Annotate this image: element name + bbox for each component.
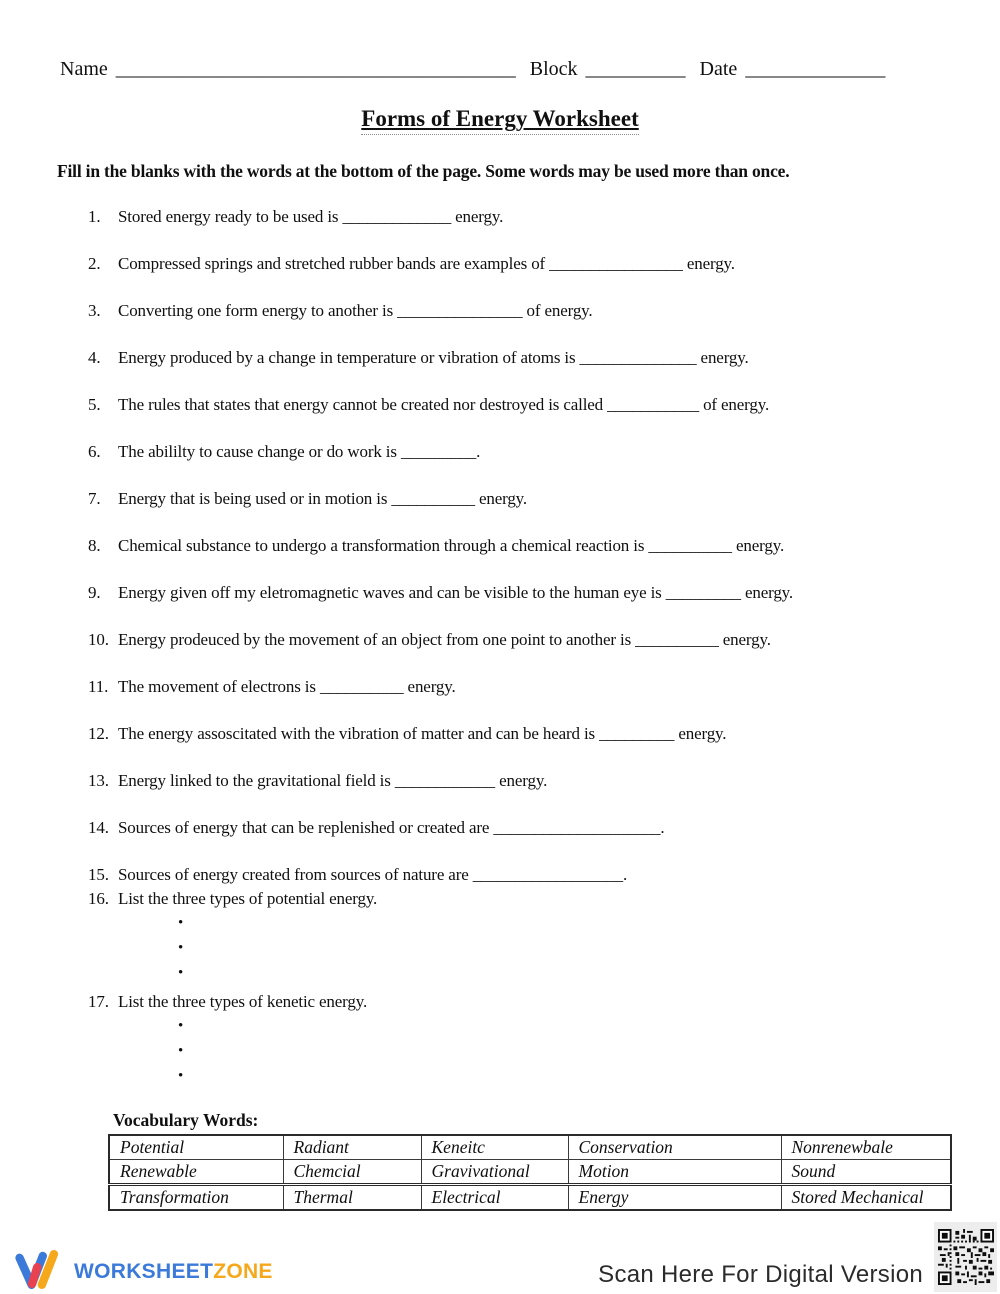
question-text: Energy given off my eletromagnetic waves and can be visible to the human eye is _________ energy. [118,583,794,602]
question-text: The movement of electrons is __________ energy. [118,677,456,696]
bullet-point: • [178,940,184,956]
question-number: 10. [88,630,109,649]
question-text: List the three types of kenetic energy. [118,992,368,1011]
question-item [88,394,968,415]
question-number: 17. [88,992,109,1011]
question-item [88,488,968,509]
question-text: Energy produced by a change in temperature or vibration of atoms is ______________ energy. [118,348,749,367]
vocab-cell: Radiant [283,1135,421,1160]
vocab-cell: Potential [109,1135,283,1160]
question-text: Converting one form energy to another is _______________ of energy. [118,301,593,320]
question-text: Sources of energy created from sources of nature are __________________. [118,865,628,884]
question-number: 11. [88,677,109,696]
question-number: 1. [88,207,101,226]
question-number: 6. [88,442,101,461]
question-item [88,864,968,885]
question-item [88,582,968,603]
vocab-cell: Renewable [109,1160,283,1185]
logo-wordmark [74,1260,273,1284]
question-text: Energy prodeuced by the movement of an object from one point to another is __________ energy. [118,630,771,649]
question-item [88,347,968,368]
scan-here-text: Scan Here For Digital Version [598,1261,923,1288]
question-item [88,888,968,991]
question-number: 12. [88,724,109,743]
question-number: 4. [88,348,101,367]
brand-logo [14,1247,273,1294]
question-number: 9. [88,583,101,602]
question-item [88,723,968,744]
date-blank: ______________ [745,58,886,80]
bullet-point: • [178,965,184,981]
vocab-cell: Motion [568,1160,781,1185]
vocabulary-section [108,1110,950,1211]
question-text: Energy linked to the gravitational field is ____________ energy. [118,771,548,790]
logo-text-worksheet: WORKSHEET [74,1259,214,1283]
question-item [88,535,968,556]
question-number: 14. [88,818,109,837]
question-item [88,253,968,274]
vocabulary-table [108,1134,952,1211]
question-item [88,817,968,838]
bullet-point: • [178,1018,184,1034]
question-item [88,300,968,321]
question-number: 15. [88,865,109,884]
question-text: Compressed springs and stretched rubber bands are examples of ________________ energy. [118,254,735,273]
qr-code [934,1222,997,1292]
vocab-cell: Electrical [421,1185,568,1211]
block-blank: __________ [585,58,686,80]
bullet-point: • [178,915,184,931]
name-blank: ________________________________________ [115,58,516,80]
question-text: List the three types of potential energy. [118,889,378,908]
question-text: Energy that is being used or in motion is __________ energy. [118,489,528,508]
question-number: 8. [88,536,101,555]
block-label: Block [529,58,578,80]
question-item [88,441,968,462]
vocab-cell: Transformation [109,1185,283,1211]
name-label: Name [60,58,108,80]
question-text: Chemical substance to undergo a transformation through a chemical reaction is __________ energy. [118,536,785,555]
vocab-cell: Energy [568,1185,781,1211]
bullet-list [178,911,968,986]
bullet-point: • [178,1043,184,1059]
question-item [88,991,968,1094]
vocab-cell: Thermal [283,1185,421,1211]
question-number: 3. [88,301,101,320]
vocab-cell: Gravivational [421,1160,568,1185]
question-number: 7. [88,489,101,508]
question-number: 16. [88,889,109,908]
vocab-cell: Sound [781,1160,951,1185]
page-title: Forms of Energy Worksheet [361,106,638,135]
question-text: Stored energy ready to be used is _____________ energy. [118,207,504,226]
question-number: 13. [88,771,109,790]
logo-w-icon [14,1247,66,1294]
questions-list [88,206,968,1094]
question-item [88,770,968,791]
question-number: 2. [88,254,101,273]
vocab-cell: Conservation [568,1135,781,1160]
vocabulary-heading: Vocabulary Words: [113,1110,259,1130]
question-item [88,676,968,697]
question-number: 5. [88,395,101,414]
question-text: The energy assoscitated with the vibration of matter and can be heard is _________ energy. [118,724,727,743]
date-label: Date [699,58,738,80]
bullet-list [178,1014,968,1089]
bullet-point: • [178,1068,184,1084]
question-item [88,206,968,227]
vocab-cell: Stored Mechanical [781,1185,951,1211]
vocab-cell: Keneitc [421,1135,568,1160]
question-item [88,629,968,650]
instructions: Fill in the blanks with the words at the bottom of the page. Some words may be used more than once. [57,161,790,181]
question-text: Sources of energy that can be replenished or created are ____________________. [118,818,665,837]
question-text: The rules that states that energy cannot be created nor destroyed is called ___________ of energy. [118,395,770,414]
question-text: The abililty to cause change or do work is _________. [118,442,481,461]
header [60,58,910,81]
vocab-cell: Chemcial [283,1160,421,1185]
logo-text-zone: ZONE [213,1259,273,1283]
vocab-cell: Nonrenewbale [781,1135,951,1160]
